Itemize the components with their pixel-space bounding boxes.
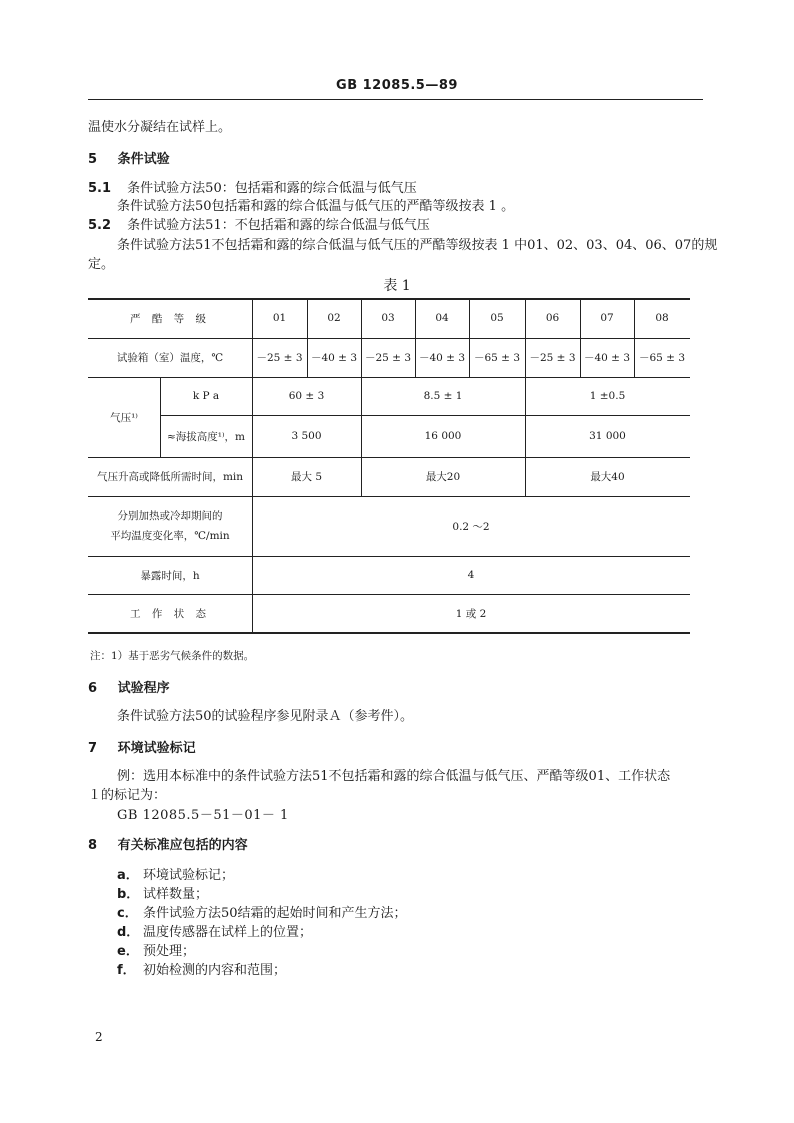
- section52-heading: [88, 214, 430, 233]
- section6-number: 6: [88, 681, 98, 696]
- section5-number: 5: [88, 152, 98, 167]
- list-item-text: 预处理；: [143, 944, 196, 959]
- altitude-value: 3 500: [291, 430, 322, 442]
- section7-number: 7: [88, 741, 98, 756]
- section52-number: 5.2: [88, 218, 112, 233]
- table-note: 注：1）基于恶劣气候条件的数据。: [90, 650, 255, 662]
- state-label: 工 作 状 态: [129, 607, 210, 620]
- list-item-label: b．: [117, 887, 140, 902]
- temp-cell: －65 ± 3: [473, 352, 520, 364]
- section7-text-line1: 例：选用本标准中的条件试验方法51不包括霜和露的综合低温与低气压、严酷等级01、工作状态: [117, 769, 671, 784]
- list-item: [117, 940, 195, 959]
- list-item-text: 温度传感器在试样上的位置；: [143, 925, 313, 940]
- section5-heading: [88, 148, 170, 167]
- section7-code: GB 12085.5－51－01－ 1: [117, 808, 289, 823]
- exposure-label: 暴露时间，h: [140, 569, 200, 582]
- page-number: 2: [95, 1030, 103, 1044]
- list-item-text: 条件试验方法50结霜的起始时间和产生方法；: [143, 906, 407, 921]
- temp-cell: －65 ± 3: [638, 352, 685, 364]
- exposure-value: 4: [467, 569, 475, 581]
- section51-text: 条件试验方法50包括霜和露的综合低温与低气压的严酷等级按表 1 。: [117, 199, 515, 214]
- header-rule: [88, 99, 703, 100]
- list-item-label: e．: [117, 944, 139, 959]
- temp-cell: －25 ± 3: [364, 352, 411, 364]
- list-item: [117, 902, 407, 921]
- list-item-text: 试样数量；: [143, 887, 209, 902]
- standard-number-header: GB 12085.5—89: [336, 78, 458, 93]
- level-cell: 08: [655, 312, 669, 324]
- section51-title: 条件试验方法50：包括霜和露的综合低温与低气压: [127, 181, 417, 196]
- list-item: [117, 921, 312, 940]
- altitude-value: 31 000: [589, 430, 626, 442]
- level-cell: 05: [490, 312, 504, 324]
- section52-text-line1: 条件试验方法51不包括霜和露的综合低温与低气压的严酷等级按表 1 中01、02、03、04、06、07的规: [117, 238, 718, 253]
- rate-label: [88, 496, 252, 556]
- level-cell: 07: [600, 312, 614, 324]
- kpa-value: 1 ±0.5: [589, 390, 626, 402]
- list-item-text: 初始检测的内容和范围；: [143, 963, 287, 978]
- ramp-label: 气压升高或降低所需时间，min: [96, 471, 244, 483]
- list-item: [117, 959, 286, 978]
- ramp-value: 最大40: [590, 471, 625, 483]
- list-item-label: d．: [117, 925, 140, 940]
- temp-cell: －25 ± 3: [256, 352, 303, 364]
- temp-cell: －40 ± 3: [310, 352, 357, 364]
- temp-cell: －25 ± 3: [529, 352, 576, 364]
- kpa-value: 8.5 ± 1: [423, 390, 463, 402]
- table-bottom-rule: [88, 632, 690, 634]
- section6-heading: [88, 677, 170, 696]
- level-cell: 02: [327, 312, 341, 324]
- table-caption: 表 1: [383, 278, 411, 294]
- section52-text-line2: 定。: [88, 257, 115, 272]
- temp-cell: －40 ± 3: [418, 352, 465, 364]
- level-cell: 04: [435, 312, 449, 324]
- list-item: [117, 883, 208, 902]
- section51-number: 5.1: [88, 181, 112, 196]
- intro-continuation: 温使水分凝结在试样上。: [88, 120, 232, 135]
- ramp-value: 最大20: [425, 471, 461, 483]
- list-item-label: a．: [117, 868, 139, 883]
- altitude-value: 16 000: [424, 430, 462, 442]
- list-item: [117, 864, 234, 883]
- rate-label-line1: 分别加热或冷却期间的: [117, 510, 223, 522]
- kpa-label: k P a: [192, 390, 220, 402]
- list-item-label: c．: [117, 906, 138, 921]
- rate-value: 0.2 ～2: [452, 520, 490, 533]
- rate-label-line2: 平均温度变化率，℃/min: [110, 530, 230, 542]
- section7-text-line2: １的标记为：: [88, 788, 167, 803]
- section7-heading: [88, 737, 196, 756]
- list-item-label: f．: [117, 963, 136, 978]
- section5-title: 条件试验: [117, 152, 170, 167]
- section7-title: 环境试验标记: [117, 741, 196, 756]
- temp-cell: －40 ± 3: [583, 352, 630, 364]
- section6-text: 条件试验方法50的试验程序参见附录Ａ（参考件）。: [117, 709, 414, 724]
- section8-number: 8: [88, 838, 98, 853]
- section51-heading: [88, 177, 417, 196]
- section8-heading: [88, 834, 248, 853]
- altitude-label: ≈海拔高度¹⁾，m: [166, 430, 246, 443]
- temp-label: 试验箱（室）温度，℃: [116, 352, 224, 364]
- section8-title: 有关标准应包括的内容: [117, 838, 248, 853]
- level-cell: 03: [381, 312, 395, 324]
- list-item-text: 环境试验标记；: [143, 868, 235, 883]
- severity-table: [88, 298, 690, 634]
- ramp-value: 最大 5: [290, 471, 323, 483]
- section6-title: 试验程序: [117, 681, 170, 696]
- pressure-label: 气压¹⁾: [110, 411, 138, 424]
- level-cell: 06: [545, 312, 560, 324]
- state-value: 1 或 2: [455, 607, 487, 620]
- kpa-value: 60 ± 3: [288, 390, 325, 402]
- level-cell: 01: [272, 312, 287, 324]
- severity-label: 严 酷 等 级: [129, 312, 210, 325]
- section52-title: 条件试验方法51：不包括霜和露的综合低温与低气压: [127, 218, 430, 233]
